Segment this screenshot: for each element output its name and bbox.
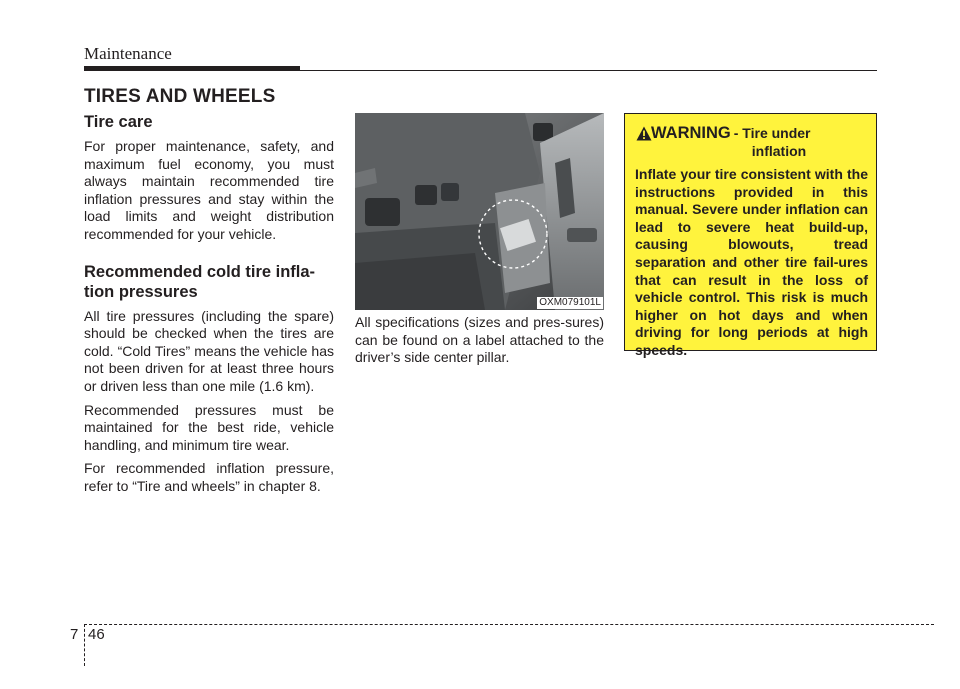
door-pillar-photo	[355, 113, 604, 310]
warning-body: Inflate your tire consistent with the instructions provided in this manual. Severe under inflation can lead to severe heat build-up, causing blowouts, tread separation and other tire fail-ures that can result in the loss of vehicle control. This risk is much higher on hot days and when driving for long periods at high speeds.	[635, 166, 868, 358]
cold-pressure-heading: Recommended cold tire infla-tion pressures	[84, 262, 316, 301]
tire-care-heading: Tire care	[84, 113, 153, 131]
cold-pressure-paragraph-1: All tire pressures (including the spare) should be checked when the tires are cold. “Cold Tires” means the vehicle has not been driven for at least three hours or driven less than one mile (1.6 km).	[84, 307, 334, 394]
warning-triangle-icon	[636, 126, 652, 141]
left-column	[84, 112, 334, 496]
cold-pressure-paragraph-3: For recommended inflation pressure, refer to “Tire and wheels” in chapter 8.	[84, 460, 334, 494]
warning-header	[651, 124, 871, 159]
section-title: TIRES AND WHEELS	[84, 86, 276, 107]
figure-code: OXM079101L	[539, 297, 601, 308]
chapter-number: 7	[70, 626, 79, 643]
cold-pressure-paragraph-2: Recommended pressures must be maintained for the best ride, vehicle handling, and minimum tire wear.	[84, 401, 334, 453]
warning-box	[624, 113, 877, 358]
warning-subtitle-line-2: inflation	[751, 143, 807, 159]
page-number: 46	[88, 626, 105, 643]
footer-divider	[84, 624, 85, 666]
footer-rule	[84, 624, 934, 625]
header-bar	[84, 66, 300, 71]
warning-subtitle: - Tire under	[733, 125, 811, 141]
label-location-paragraph: All specifications (sizes and pres-sures) can be found on a label attached to the driver’s side center pillar.	[355, 314, 604, 366]
warning-word: WARNING	[651, 124, 731, 142]
tire-care-paragraph: For proper maintenance, safety, and maximum fuel economy, you must always maintain recommended tire inflation pressures and stay within the load limits and weight distribution recommended for your vehicle.	[84, 138, 334, 242]
header-title: Maintenance	[84, 44, 172, 63]
door-pillar-illustration	[355, 113, 604, 310]
header-rule	[300, 70, 877, 71]
